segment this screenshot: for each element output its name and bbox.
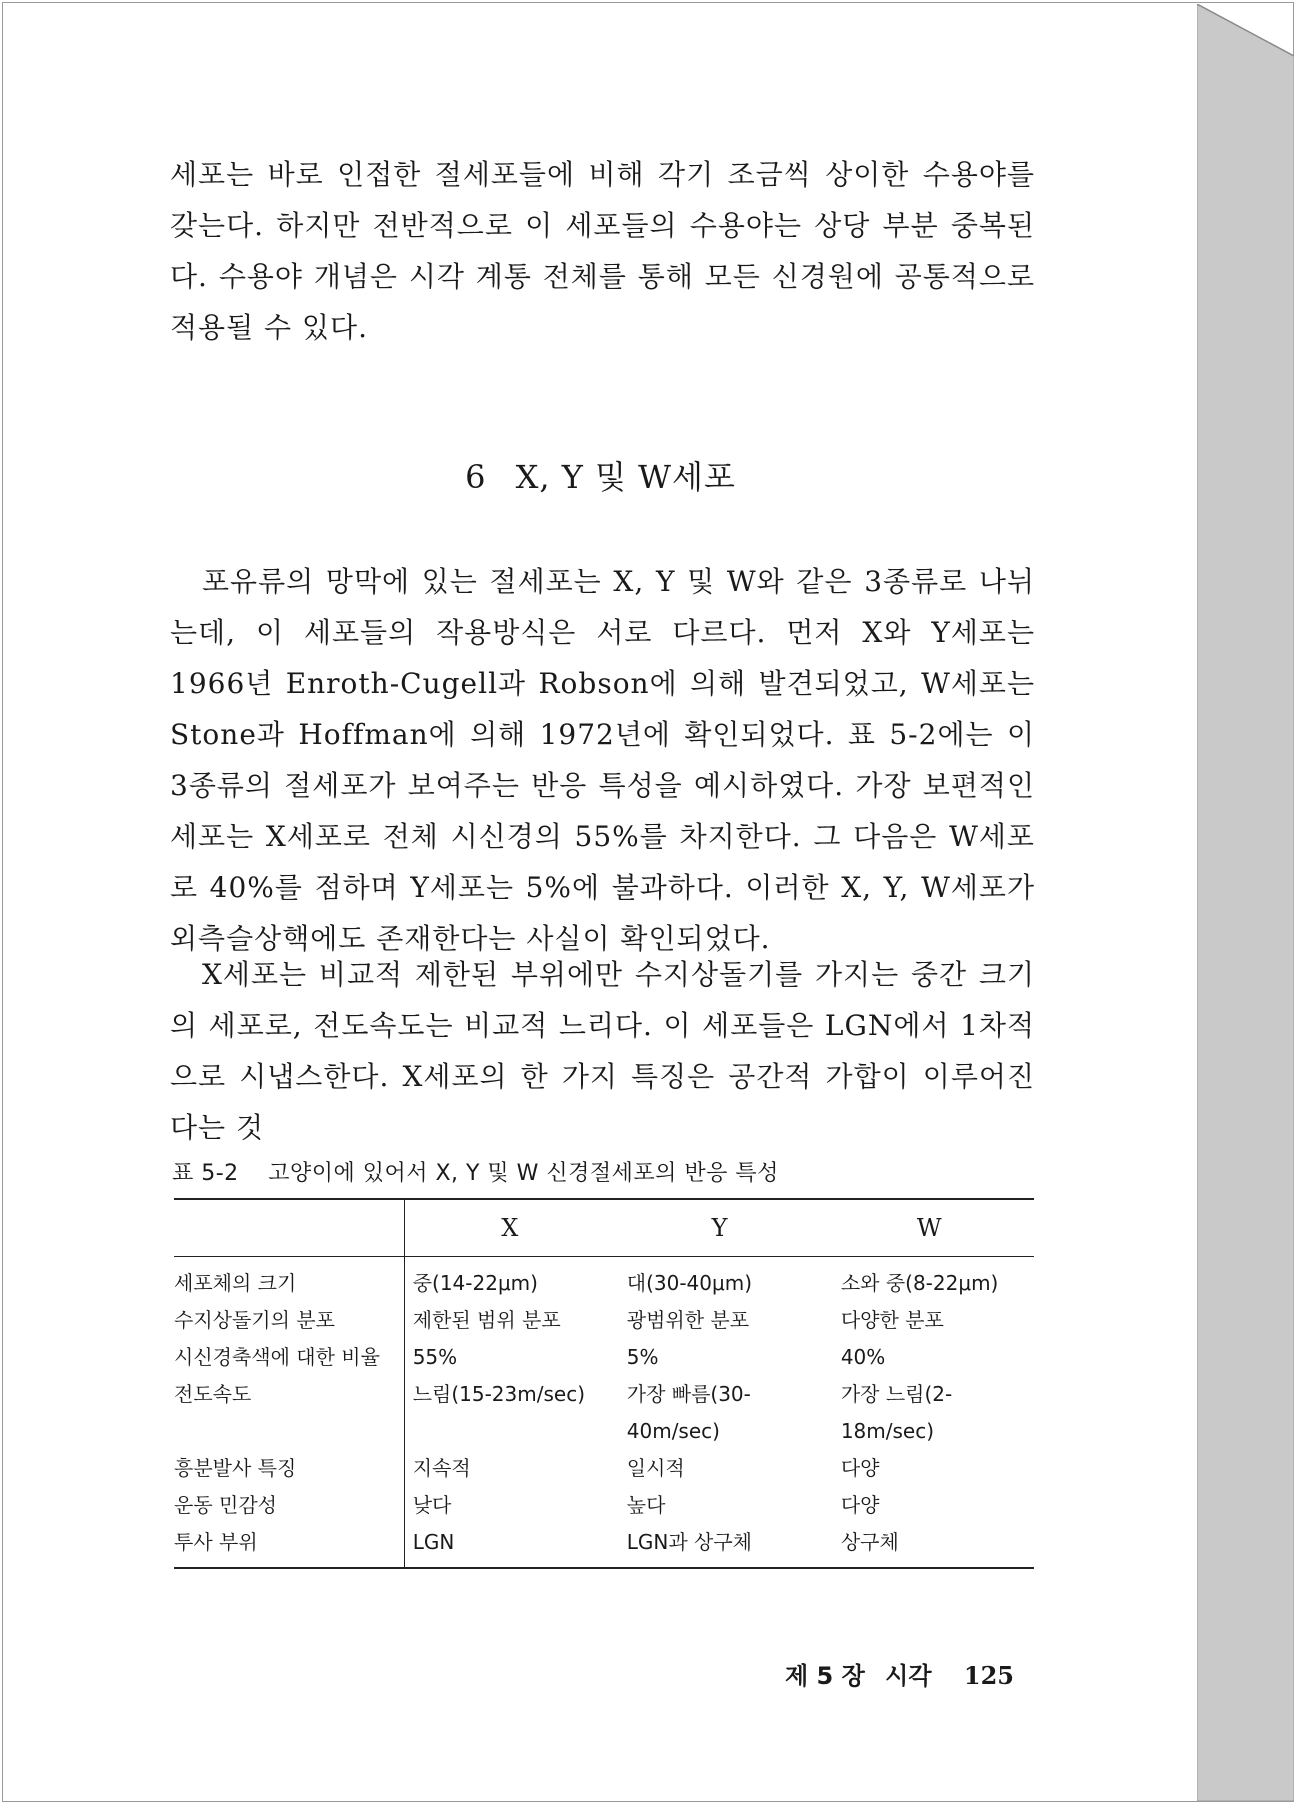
cell-x: 느림(15-23m/sec) bbox=[412, 1382, 586, 1406]
page-number: 125 bbox=[963, 1661, 1014, 1690]
cell-y: 대(30-40μm) bbox=[626, 1271, 753, 1295]
row-label: 세포체의 크기 bbox=[174, 1271, 297, 1295]
row-label: 전도속도 bbox=[174, 1382, 252, 1406]
table-header-x: X bbox=[501, 1214, 519, 1242]
table-header-blank bbox=[174, 1200, 405, 1256]
cell-w: 가장 느림(2-18m/sec) bbox=[840, 1382, 953, 1443]
table-body bbox=[174, 1257, 1034, 1567]
page-stack-edge bbox=[1197, 4, 1294, 1801]
paragraph-receptive-field: 세포는 바로 인접한 절세포들에 비해 각기 조금씩 상이한 수용야를 갖는다. 하지만 전반적으로 이 세포들의 수용야는 상당 부분 중복된다. 수용야 개념은 시각 계통 전체를 통해 모든 신경원에 공통적으로 적용될 수 있다. bbox=[170, 158, 1035, 344]
table-row bbox=[174, 1524, 1034, 1561]
cell-w: 다양 bbox=[840, 1456, 880, 1480]
row-label: 투사 부위 bbox=[174, 1530, 258, 1554]
cell-y: 가장 빠름(30-40m/sec) bbox=[626, 1382, 751, 1443]
table-row bbox=[174, 1302, 1034, 1339]
table-header-w: W bbox=[916, 1214, 942, 1242]
cell-y: 5% bbox=[626, 1345, 659, 1369]
section-number: 6 bbox=[465, 458, 487, 496]
cell-x: LGN bbox=[412, 1530, 455, 1554]
cell-y: LGN과 상구체 bbox=[626, 1530, 753, 1554]
cell-x: 낮다 bbox=[412, 1493, 452, 1517]
cell-x: 중(14-22μm) bbox=[412, 1271, 538, 1295]
table-row bbox=[174, 1487, 1034, 1524]
table-row bbox=[174, 1265, 1034, 1302]
section-title: X, Y 및 W세포 bbox=[515, 458, 736, 496]
cell-w: 상구체 bbox=[840, 1530, 899, 1554]
book-page bbox=[4, 4, 1198, 1801]
footer-chapter: 제 5 장 bbox=[785, 1662, 865, 1690]
table-header-y: Y bbox=[711, 1214, 728, 1242]
section-heading bbox=[4, 452, 1197, 498]
table-caption-text: 고양이에 있어서 X, Y 및 W 신경절세포의 반응 특성 bbox=[268, 1161, 779, 1186]
table-header-row bbox=[174, 1200, 1034, 1257]
footer-chapter-title: 시각 bbox=[885, 1662, 932, 1690]
cell-w: 다양한 분포 bbox=[840, 1308, 944, 1332]
row-label: 운동 민감성 bbox=[174, 1493, 277, 1517]
paragraph-x-cells: X세포는 비교적 제한된 부위에만 수지상돌기를 가지는 중간 크기의 세포로, 전도속도는 비교적 느리다. 이 세포들은 LGN에서 1차적으로 시냅스한다. X세포의 한 가지 특징은 공간적 가합이 이루어진다는 것 bbox=[170, 958, 1035, 1144]
cell-x: 제한된 범위 분포 bbox=[412, 1308, 561, 1332]
cell-y: 높다 bbox=[626, 1493, 666, 1517]
paragraph-cell-types: 포유류의 망막에 있는 절세포는 X, Y 및 W와 같은 3종류로 나뉘는데, 이 세포들의 작용방식은 서로 다르다. 먼저 X와 Y세포는 1966년 Enroth-Cugell과 Robson에 의해 발견되었고, W세포는 Stone과 Hoffman에 의해 1972년에 확인되었다. 표 5-2에는 이 3종류의 절세포가 보여주는 반응 특성을 예시하였다. 가장 보편적인 세포는 X세포로 전체 시신경의 55%를 차지한다. 그 다음은 W세포로 40%를 점하며 Y세포는 5%에 불과하다. 이러한 X, Y, W세포가 외측슬상핵에도 존재한다는 사실이 확인되었다. bbox=[170, 565, 1035, 955]
cell-w: 소와 중(8-22μm) bbox=[840, 1271, 999, 1295]
row-label: 흥분발사 특징 bbox=[174, 1456, 297, 1480]
table-column-divider bbox=[404, 1257, 405, 1567]
table-caption bbox=[172, 1156, 779, 1187]
table-row bbox=[174, 1376, 1034, 1450]
cell-y: 일시적 bbox=[626, 1456, 685, 1480]
row-label: 시신경축색에 대한 비율 bbox=[174, 1345, 380, 1369]
response-properties-table bbox=[174, 1198, 1034, 1569]
cell-y: 광범위한 분포 bbox=[626, 1308, 750, 1332]
page-footer bbox=[4, 1656, 1014, 1691]
table-caption-number: 표 5-2 bbox=[172, 1161, 239, 1186]
cell-w: 40% bbox=[840, 1345, 886, 1369]
cell-x: 지속적 bbox=[412, 1456, 471, 1480]
table-row bbox=[174, 1450, 1034, 1487]
cell-x: 55% bbox=[412, 1345, 458, 1369]
table-row bbox=[174, 1339, 1034, 1376]
row-label: 수지상돌기의 분포 bbox=[174, 1308, 335, 1332]
cell-w: 다양 bbox=[840, 1493, 880, 1517]
